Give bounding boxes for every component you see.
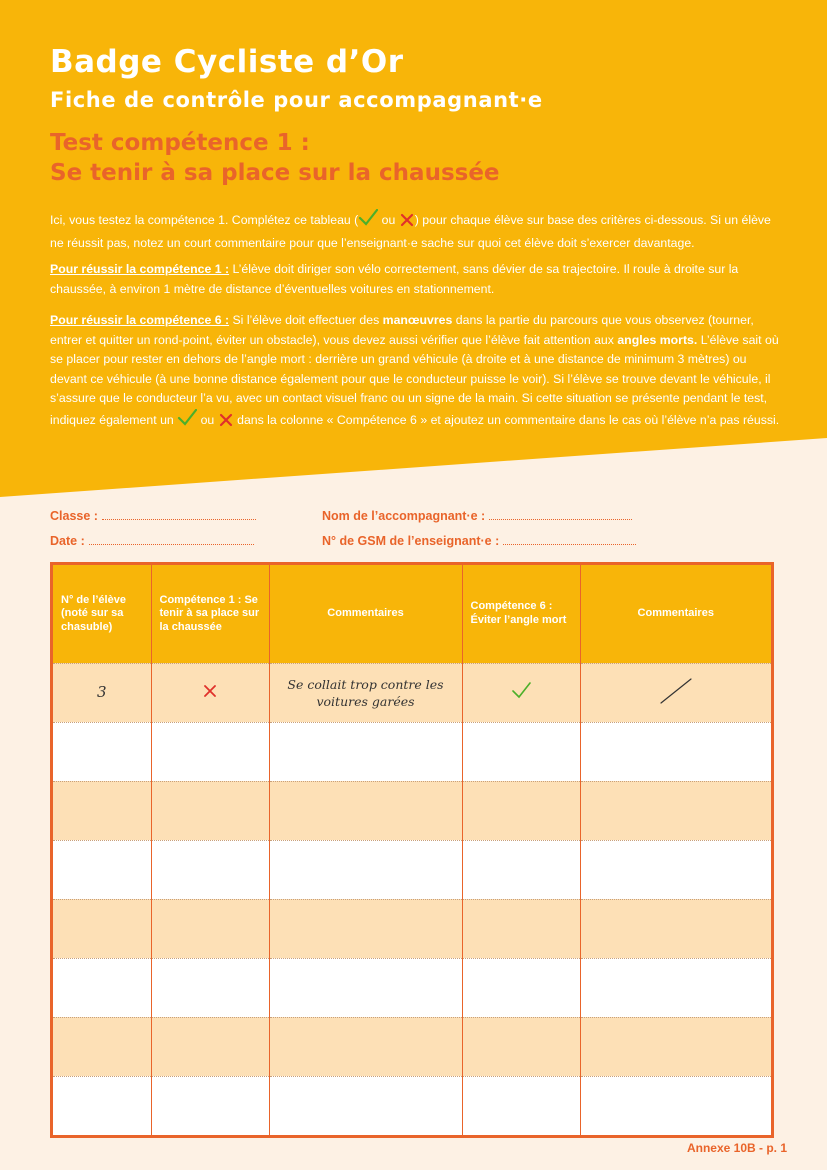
criteria6-paragraph — [50, 311, 780, 434]
cell-comment1[interactable] — [269, 840, 462, 899]
table-row — [53, 1076, 771, 1135]
check-icon — [177, 409, 197, 434]
test-title-line2: Se tenir à sa place sur la chaussée — [50, 160, 500, 186]
header-comments-6: Commentaires — [580, 565, 771, 663]
cell-competence6[interactable] — [462, 840, 580, 899]
cell-competence1[interactable] — [151, 840, 269, 899]
cell-competence1[interactable] — [151, 958, 269, 1017]
criteria6-text-2: dans la partie du parcours que vous observez (tourner, entrer et quitter un rond-point, éviter un obstacle), vous devez aussi vérifier que l’élève fait attention aux — [50, 313, 754, 347]
check-icon — [511, 688, 531, 703]
table-row — [53, 958, 771, 1017]
cell-student-number[interactable] — [53, 722, 151, 781]
cell-competence6[interactable] — [462, 781, 580, 840]
check-icon — [358, 209, 378, 234]
cell-student-number[interactable] — [53, 1076, 151, 1135]
criteria1-label: Pour réussir la compétence 1 : — [50, 262, 230, 276]
header-comments-1: Commentaires — [269, 565, 462, 663]
cross-icon — [203, 685, 217, 700]
cell-competence6[interactable] — [462, 958, 580, 1017]
table-row — [53, 1017, 771, 1076]
accompagnant-field[interactable] — [322, 509, 632, 523]
cell-competence1[interactable] — [151, 722, 269, 781]
cell-competence1[interactable] — [151, 1076, 269, 1135]
intro-text-start: Ici, vous testez la compétence 1. Complétez ce tableau ( — [50, 213, 359, 227]
cell-comment1[interactable] — [269, 781, 462, 840]
cell-comment1[interactable]: Se collait trop contre les voitures garées — [269, 663, 462, 722]
cell-student-number[interactable] — [53, 899, 151, 958]
cell-comment6[interactable] — [580, 1017, 771, 1076]
table-row — [53, 781, 771, 840]
evaluation-table-frame — [50, 562, 774, 1138]
cell-comment6[interactable] — [580, 663, 771, 722]
cell-comment6[interactable] — [580, 958, 771, 1017]
gsm-label: N° de GSM de l’enseignant·e : — [322, 534, 500, 548]
page-title: Badge Cycliste d’Or — [50, 44, 404, 80]
table-row-example — [53, 663, 771, 722]
cell-comment6[interactable] — [580, 722, 771, 781]
accompagnant-label: Nom de l’accompagnant·e : — [322, 509, 486, 523]
cell-comment1[interactable] — [269, 958, 462, 1017]
cell-comment6[interactable] — [580, 899, 771, 958]
cell-student-number[interactable] — [53, 781, 151, 840]
header-student-number: N° de l’élève (noté sur sa chasuble) — [53, 565, 151, 663]
gsm-input-line[interactable] — [503, 535, 636, 545]
classe-field[interactable] — [50, 509, 256, 523]
cell-comment6[interactable] — [580, 840, 771, 899]
criteria6-label: Pour réussir la compétence 6 : — [50, 313, 230, 327]
test-title-line1: Test compétence 1 : — [50, 130, 310, 156]
page-footer: Annexe 10B - p. 1 — [686, 1141, 787, 1155]
date-input-line[interactable] — [89, 535, 254, 545]
evaluation-table — [53, 565, 771, 1135]
criteria6-text-4: dans la colonne « Compétence 6 » et ajoutez un commentaire dans le cas où l’élève n’a pas réussi. — [233, 412, 780, 427]
criteria6-bold-angles-morts: angles morts. — [617, 332, 698, 347]
classe-input-line[interactable] — [102, 510, 256, 520]
cell-competence1[interactable] — [151, 1017, 269, 1076]
table-row — [53, 899, 771, 958]
cell-competence1[interactable] — [151, 899, 269, 958]
header-competence6: Compétence 6 : Éviter l’angle mort — [462, 565, 580, 663]
cell-student-number[interactable]: 3 — [53, 663, 151, 722]
classe-label: Classe : — [50, 509, 98, 523]
table-row — [53, 840, 771, 899]
cell-comment1[interactable] — [269, 1076, 462, 1135]
cell-competence1[interactable] — [151, 781, 269, 840]
cell-comment1[interactable] — [269, 1017, 462, 1076]
cell-student-number[interactable] — [53, 958, 151, 1017]
intro-text-end: ) pour chaque élève sur base des critères ci-dessous. Si un élève ne réussit pas, notez un court commentaire pour que l’enseignant·e sache sur quoi cet élève doit s’exercer davantage. — [50, 213, 771, 250]
cell-competence6[interactable] — [462, 1076, 580, 1135]
gsm-field[interactable] — [322, 534, 636, 548]
cell-comment1[interactable] — [269, 722, 462, 781]
cell-competence6[interactable] — [462, 1017, 580, 1076]
table-header-row — [53, 565, 771, 663]
criteria6-ou: ou — [197, 412, 218, 427]
cell-comment1[interactable] — [269, 899, 462, 958]
cell-competence6[interactable] — [462, 899, 580, 958]
cell-competence6[interactable] — [462, 722, 580, 781]
cell-student-number[interactable] — [53, 840, 151, 899]
cross-icon — [218, 413, 234, 434]
cell-comment6[interactable] — [580, 781, 771, 840]
criteria1-paragraph — [50, 260, 780, 299]
header-competence1: Compétence 1 : Se tenir à sa place sur la chaussée — [151, 565, 269, 663]
criteria1-text: L’élève doit diriger son vélo correctement, sans dévier de sa trajectoire. Il roule à droite sur la chaussée, à environ 1 mètre de distance d’éventuelles voitures en stationnement. — [50, 262, 739, 296]
criteria6-text-3: L’élève sait où se placer pour rester en dehors de l’angle mort : derrière un grand véhicule (à droite et à une distance de minimum 3 mètres) ou devant ce véhicule (à une bonne distance également pour que le conducteur puisse le voir). Si l’élève se trouve devant le véhicule, il s’assure que le conducteur l’a vu, avec un contact visuel franc ou un signe de la main. Si cette situation se présente pendant le test, indiquez également un — [50, 332, 779, 427]
table-row — [53, 722, 771, 781]
criteria6-bold-manoeuvres: manœuvres — [382, 313, 453, 327]
date-field[interactable] — [50, 534, 254, 548]
date-label: Date : — [50, 534, 85, 548]
intro-paragraph — [50, 209, 780, 253]
intro-ou: ou — [378, 213, 399, 227]
cell-competence1[interactable] — [151, 663, 269, 722]
cell-comment6[interactable] — [580, 1076, 771, 1135]
page-subtitle: Fiche de contrôle pour accompagnant·e — [50, 88, 543, 112]
cell-student-number[interactable] — [53, 1017, 151, 1076]
cell-competence6[interactable] — [462, 663, 580, 722]
criteria6-text-1: Si l’élève doit effectuer des — [229, 313, 383, 327]
accompagnant-input-line[interactable] — [489, 510, 632, 520]
cross-icon — [399, 213, 415, 234]
slash-mark-icon — [659, 693, 693, 708]
test-title — [50, 128, 500, 188]
